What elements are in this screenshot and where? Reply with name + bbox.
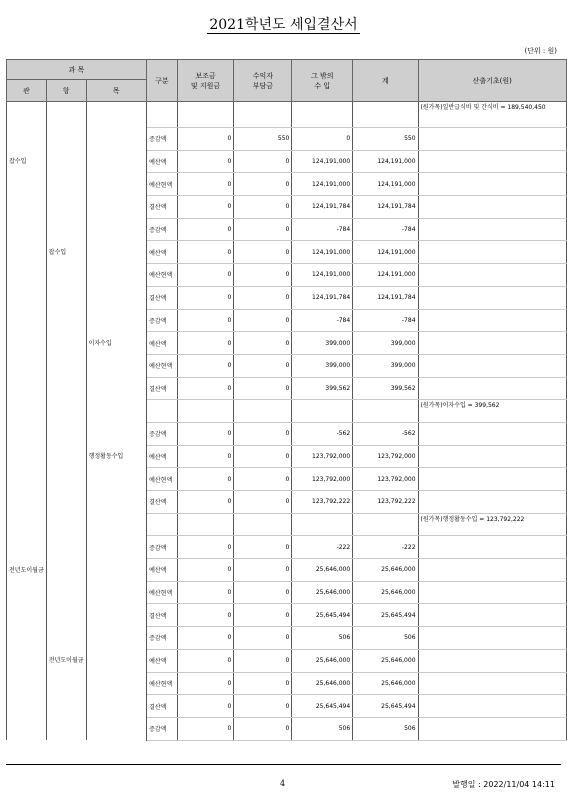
basis-cell [418, 286, 566, 309]
table-row [7, 241, 567, 264]
gwan-cell [7, 354, 47, 377]
hang-cell [46, 468, 86, 491]
gwan-cell: 전년도이월금 [7, 559, 47, 582]
beneficiary-cell: 550 [234, 128, 292, 151]
total-cell: 123,792,000 [353, 468, 418, 491]
basis-cell [418, 332, 566, 355]
mok-cell [86, 309, 147, 332]
hang-cell [46, 128, 86, 151]
subsidy-cell: 0 [177, 354, 234, 377]
beneficiary-cell: 0 [234, 672, 292, 695]
subsidy-cell: 0 [177, 581, 234, 604]
other-income-cell: 124,191,000 [292, 150, 353, 173]
subsidy-cell: 0 [177, 377, 234, 400]
beneficiary-cell: 0 [234, 286, 292, 309]
gwan-cell [7, 102, 47, 128]
table-row [7, 196, 567, 219]
hang-header: 항 [46, 80, 86, 102]
hang-cell [46, 286, 86, 309]
other-income-cell: 123,792,000 [292, 468, 353, 491]
other-income-cell [292, 513, 353, 536]
gubun-cell: 결산액 [147, 377, 178, 400]
gwan-cell [7, 672, 47, 695]
beneficiary-cell: 0 [234, 604, 292, 627]
basis-cell [418, 491, 566, 514]
subsidy-header: 보조금 및 지원금 [177, 60, 234, 102]
hang-cell [46, 536, 86, 559]
total-cell: -222 [353, 536, 418, 559]
gubun-cell: 증감액 [147, 128, 178, 151]
beneficiary-cell: 0 [234, 377, 292, 400]
beneficiary-cell: 0 [234, 354, 292, 377]
hang-cell [46, 102, 86, 128]
gwan-cell [7, 196, 47, 219]
mok-cell [86, 491, 147, 514]
gubun-cell: 예산현액 [147, 581, 178, 604]
total-cell: 399,000 [353, 332, 418, 355]
total-cell: 124,191,784 [353, 286, 418, 309]
table-row [7, 422, 567, 445]
document-title-text: 2021학년도 세입결산서 [209, 17, 358, 33]
settlement-table [6, 59, 567, 741]
gwan-header: 관 [7, 80, 47, 102]
mok-cell [86, 264, 147, 287]
subsidy-cell: 0 [177, 536, 234, 559]
total-cell [353, 400, 418, 423]
mok-cell [86, 581, 147, 604]
beneficiary-cell: 0 [234, 491, 292, 514]
hang-cell [46, 491, 86, 514]
mok-cell [86, 400, 147, 423]
beneficiary-cell: 0 [234, 150, 292, 173]
mok-cell [86, 102, 147, 128]
basis-cell [418, 422, 566, 445]
hang-cell [46, 332, 86, 355]
basis-row [7, 400, 567, 423]
basis-row [7, 102, 567, 128]
table-row [7, 491, 567, 514]
beneficiary-cell: 0 [234, 196, 292, 219]
issue-date: 발행일 : 2022/11/04 14:11 [452, 780, 555, 789]
beneficiary-cell: 0 [234, 332, 292, 355]
other-income-cell: 0 [292, 128, 353, 151]
mok-cell [86, 468, 147, 491]
basis-cell [418, 581, 566, 604]
total-cell: 399,000 [353, 354, 418, 377]
mok-cell [86, 286, 147, 309]
total-cell: 25,646,000 [353, 559, 418, 582]
mok-cell [86, 218, 147, 241]
gubun-cell: 증감액 [147, 627, 178, 650]
mok-cell [86, 695, 147, 718]
gubun-cell: 예산액 [147, 649, 178, 672]
other-income-cell: 25,646,000 [292, 581, 353, 604]
other-income-cell: -784 [292, 218, 353, 241]
basis-cell [418, 536, 566, 559]
subsidy-cell: 0 [177, 604, 234, 627]
gwan-cell [7, 218, 47, 241]
other-income-cell: 25,646,000 [292, 649, 353, 672]
hang-cell: 잡수입 [46, 241, 86, 264]
total-cell: 124,191,000 [353, 241, 418, 264]
total-cell: 25,645,494 [353, 695, 418, 718]
gubun-cell: 결산액 [147, 491, 178, 514]
gubun-cell: 예산현액 [147, 468, 178, 491]
other-income-cell [292, 400, 353, 423]
basis-cell: (원가목)행정활동수입 = 123,792,222 [418, 513, 566, 536]
gubun-cell: 결산액 [147, 604, 178, 627]
total-cell: 124,191,000 [353, 264, 418, 287]
beneficiary-cell: 0 [234, 445, 292, 468]
hang-cell [46, 150, 86, 173]
total-cell: 123,792,222 [353, 491, 418, 514]
total-cell: 124,191,000 [353, 150, 418, 173]
gwan-cell [7, 717, 47, 740]
hang-cell [46, 173, 86, 196]
other-income-cell: 124,191,000 [292, 264, 353, 287]
subsidy-cell [177, 513, 234, 536]
mok-cell [86, 536, 147, 559]
table-row [7, 581, 567, 604]
gwan-cell [7, 468, 47, 491]
beneficiary-cell: 0 [234, 695, 292, 718]
subsidy-cell: 0 [177, 128, 234, 151]
other-income-cell: 399,000 [292, 332, 353, 355]
table-row [7, 559, 567, 582]
basis-cell [418, 717, 566, 740]
total-cell: 124,191,784 [353, 196, 418, 219]
unit-label: (단위 : 원) [524, 47, 557, 55]
hang-cell [46, 400, 86, 423]
table-row [7, 173, 567, 196]
gwan-cell [7, 422, 47, 445]
beneficiary-header: 수익자 부담금 [234, 60, 292, 102]
page-number: 4 [280, 779, 286, 788]
other-income-cell: -562 [292, 422, 353, 445]
subsidy-cell: 0 [177, 445, 234, 468]
hang-cell [46, 559, 86, 582]
basis-cell [418, 309, 566, 332]
subsidy-cell: 0 [177, 559, 234, 582]
other-income-cell: 124,191,000 [292, 173, 353, 196]
total-cell [353, 513, 418, 536]
basis-cell [418, 196, 566, 219]
mok-cell [86, 128, 147, 151]
subsidy-cell: 0 [177, 649, 234, 672]
total-cell: 399,562 [353, 377, 418, 400]
basis-cell [418, 559, 566, 582]
gubun-cell: 예산액 [147, 241, 178, 264]
basis-cell [418, 128, 566, 151]
total-cell: 550 [353, 128, 418, 151]
total-cell: 25,646,000 [353, 581, 418, 604]
table-body [7, 102, 567, 741]
gubun-cell: 결산액 [147, 196, 178, 219]
gubun-cell: 결산액 [147, 286, 178, 309]
gwan-cell [7, 173, 47, 196]
gwan-cell [7, 695, 47, 718]
other-income-cell: 399,562 [292, 377, 353, 400]
gubun-cell: 예산현액 [147, 672, 178, 695]
subsidy-cell: 0 [177, 218, 234, 241]
other-income-cell: 123,792,222 [292, 491, 353, 514]
subsidy-cell: 0 [177, 150, 234, 173]
gwan-cell [7, 604, 47, 627]
mok-cell [86, 173, 147, 196]
other-income-header: 그 밖의 수 입 [292, 60, 353, 102]
subsidy-cell: 0 [177, 717, 234, 740]
basis-cell [418, 695, 566, 718]
table-row [7, 604, 567, 627]
gwan-cell [7, 513, 47, 536]
hang-cell [46, 717, 86, 740]
gubun-cell: 예산액 [147, 150, 178, 173]
total-cell: -562 [353, 422, 418, 445]
gwan-cell [7, 581, 47, 604]
beneficiary-cell: 0 [234, 173, 292, 196]
beneficiary-cell [234, 400, 292, 423]
mok-cell [86, 422, 147, 445]
beneficiary-cell [234, 513, 292, 536]
beneficiary-cell: 0 [234, 264, 292, 287]
beneficiary-cell: 0 [234, 468, 292, 491]
other-income-cell: 124,191,000 [292, 241, 353, 264]
gubun-cell: 예산액 [147, 445, 178, 468]
subsidy-cell: 0 [177, 286, 234, 309]
table-row [7, 717, 567, 740]
subject-group-header: 과 목 [7, 60, 147, 80]
table-row [7, 695, 567, 718]
table-row [7, 536, 567, 559]
basis-cell: (원가목)일반급식비 및 간식비 = 189,540,450 [418, 102, 566, 128]
table-row [7, 377, 567, 400]
basis-cell [418, 264, 566, 287]
subsidy-cell [177, 400, 234, 423]
other-income-cell: 123,792,000 [292, 445, 353, 468]
other-income-cell: 25,645,494 [292, 604, 353, 627]
table-row [7, 332, 567, 355]
mok-cell [86, 196, 147, 219]
beneficiary-cell: 0 [234, 717, 292, 740]
hang-cell: 전년도이월금 [46, 649, 86, 672]
basis-cell [418, 649, 566, 672]
table-row [7, 218, 567, 241]
mok-cell [86, 150, 147, 173]
hang-cell [46, 627, 86, 650]
basis-cell [418, 218, 566, 241]
total-cell: 25,646,000 [353, 649, 418, 672]
other-income-cell: 25,646,000 [292, 672, 353, 695]
mok-cell [86, 649, 147, 672]
hang-cell [46, 604, 86, 627]
subsidy-cell: 0 [177, 309, 234, 332]
gwan-cell [7, 377, 47, 400]
table-row [7, 264, 567, 287]
other-income-cell: 25,646,000 [292, 559, 353, 582]
hang-cell [46, 445, 86, 468]
table-row [7, 649, 567, 672]
other-income-cell: 506 [292, 717, 353, 740]
gubun-cell: 예산현액 [147, 354, 178, 377]
total-cell: -784 [353, 218, 418, 241]
beneficiary-cell: 0 [234, 241, 292, 264]
basis-cell [418, 468, 566, 491]
total-cell: -784 [353, 309, 418, 332]
total-header: 계 [353, 60, 418, 102]
hang-cell [46, 309, 86, 332]
subsidy-cell: 0 [177, 196, 234, 219]
gubun-cell: 증감액 [147, 218, 178, 241]
total-cell: 506 [353, 627, 418, 650]
beneficiary-cell: 0 [234, 536, 292, 559]
table-row [7, 309, 567, 332]
basis-cell [418, 173, 566, 196]
basis-row [7, 513, 567, 536]
gwan-cell: 잡수입 [7, 150, 47, 173]
subsidy-cell: 0 [177, 468, 234, 491]
basis-header: 산출기초(원) [418, 60, 566, 102]
hang-cell [46, 581, 86, 604]
hang-cell [46, 196, 86, 219]
gubun-cell: 증감액 [147, 309, 178, 332]
mok-cell [86, 241, 147, 264]
table-row [7, 354, 567, 377]
gwan-cell [7, 241, 47, 264]
gubun-cell [147, 400, 178, 423]
mok-cell [86, 627, 147, 650]
basis-cell [418, 354, 566, 377]
gubun-cell [147, 102, 178, 128]
other-income-cell: 124,191,784 [292, 286, 353, 309]
subsidy-cell: 0 [177, 332, 234, 355]
other-income-cell: 124,191,784 [292, 196, 353, 219]
gwan-cell [7, 332, 47, 355]
gubun-cell: 결산액 [147, 695, 178, 718]
basis-cell [418, 150, 566, 173]
other-income-cell: 506 [292, 627, 353, 650]
table-row [7, 150, 567, 173]
hang-cell [46, 377, 86, 400]
gwan-cell [7, 491, 47, 514]
total-cell: 123,792,000 [353, 445, 418, 468]
beneficiary-cell: 0 [234, 627, 292, 650]
beneficiary-cell: 0 [234, 581, 292, 604]
mok-cell [86, 672, 147, 695]
mok-cell: 이자수입 [86, 332, 147, 355]
other-income-cell [292, 102, 353, 128]
gubun-cell: 예산액 [147, 332, 178, 355]
mok-cell [86, 513, 147, 536]
basis-cell [418, 604, 566, 627]
beneficiary-cell: 0 [234, 422, 292, 445]
gwan-cell [7, 400, 47, 423]
gubun-cell: 예산현액 [147, 264, 178, 287]
basis-cell [418, 377, 566, 400]
hang-cell [46, 422, 86, 445]
basis-cell [418, 672, 566, 695]
hang-cell [46, 672, 86, 695]
beneficiary-cell [234, 102, 292, 128]
other-income-cell: 399,000 [292, 354, 353, 377]
subsidy-cell: 0 [177, 672, 234, 695]
gubun-cell: 예산현액 [147, 173, 178, 196]
mok-cell: 행정활동수입 [86, 445, 147, 468]
gwan-cell [7, 128, 47, 151]
gubun-cell: 예산액 [147, 559, 178, 582]
beneficiary-cell: 0 [234, 559, 292, 582]
footer-divider [6, 764, 561, 765]
basis-cell [418, 445, 566, 468]
gubun-cell: 증감액 [147, 536, 178, 559]
gwan-cell [7, 286, 47, 309]
other-income-cell: -784 [292, 309, 353, 332]
basis-cell [418, 627, 566, 650]
subsidy-cell: 0 [177, 264, 234, 287]
subsidy-cell: 0 [177, 241, 234, 264]
gwan-cell [7, 309, 47, 332]
table-row [7, 672, 567, 695]
table-row [7, 468, 567, 491]
total-cell: 25,646,000 [353, 672, 418, 695]
mok-cell [86, 604, 147, 627]
table-row [7, 286, 567, 309]
document-title [0, 14, 567, 34]
mok-cell [86, 717, 147, 740]
total-cell: 506 [353, 717, 418, 740]
subsidy-cell: 0 [177, 491, 234, 514]
hang-cell [46, 264, 86, 287]
basis-cell [418, 241, 566, 264]
gubun-cell: 증감액 [147, 717, 178, 740]
gwan-cell [7, 536, 47, 559]
gwan-cell [7, 649, 47, 672]
total-cell: 25,645,494 [353, 604, 418, 627]
beneficiary-cell: 0 [234, 649, 292, 672]
other-income-cell: 25,645,494 [292, 695, 353, 718]
gwan-cell [7, 627, 47, 650]
gwan-cell [7, 264, 47, 287]
table-row [7, 627, 567, 650]
hang-cell [46, 513, 86, 536]
mok-cell [86, 354, 147, 377]
hang-cell [46, 218, 86, 241]
subsidy-cell: 0 [177, 695, 234, 718]
hang-cell [46, 354, 86, 377]
basis-cell: (원가목)이자수입 = 399,562 [418, 400, 566, 423]
total-cell: 124,191,000 [353, 173, 418, 196]
beneficiary-cell: 0 [234, 218, 292, 241]
table-row [7, 128, 567, 151]
hang-cell [46, 695, 86, 718]
gubun-cell: 증감액 [147, 422, 178, 445]
subsidy-cell: 0 [177, 422, 234, 445]
mok-cell [86, 377, 147, 400]
subsidy-cell: 0 [177, 627, 234, 650]
subsidy-cell [177, 102, 234, 128]
gubun-header: 구분 [147, 60, 178, 102]
table-row [7, 445, 567, 468]
mok-header: 목 [86, 80, 147, 102]
gubun-cell [147, 513, 178, 536]
gwan-cell [7, 445, 47, 468]
total-cell [353, 102, 418, 128]
other-income-cell: -222 [292, 536, 353, 559]
beneficiary-cell: 0 [234, 309, 292, 332]
mok-cell [86, 559, 147, 582]
subsidy-cell: 0 [177, 173, 234, 196]
